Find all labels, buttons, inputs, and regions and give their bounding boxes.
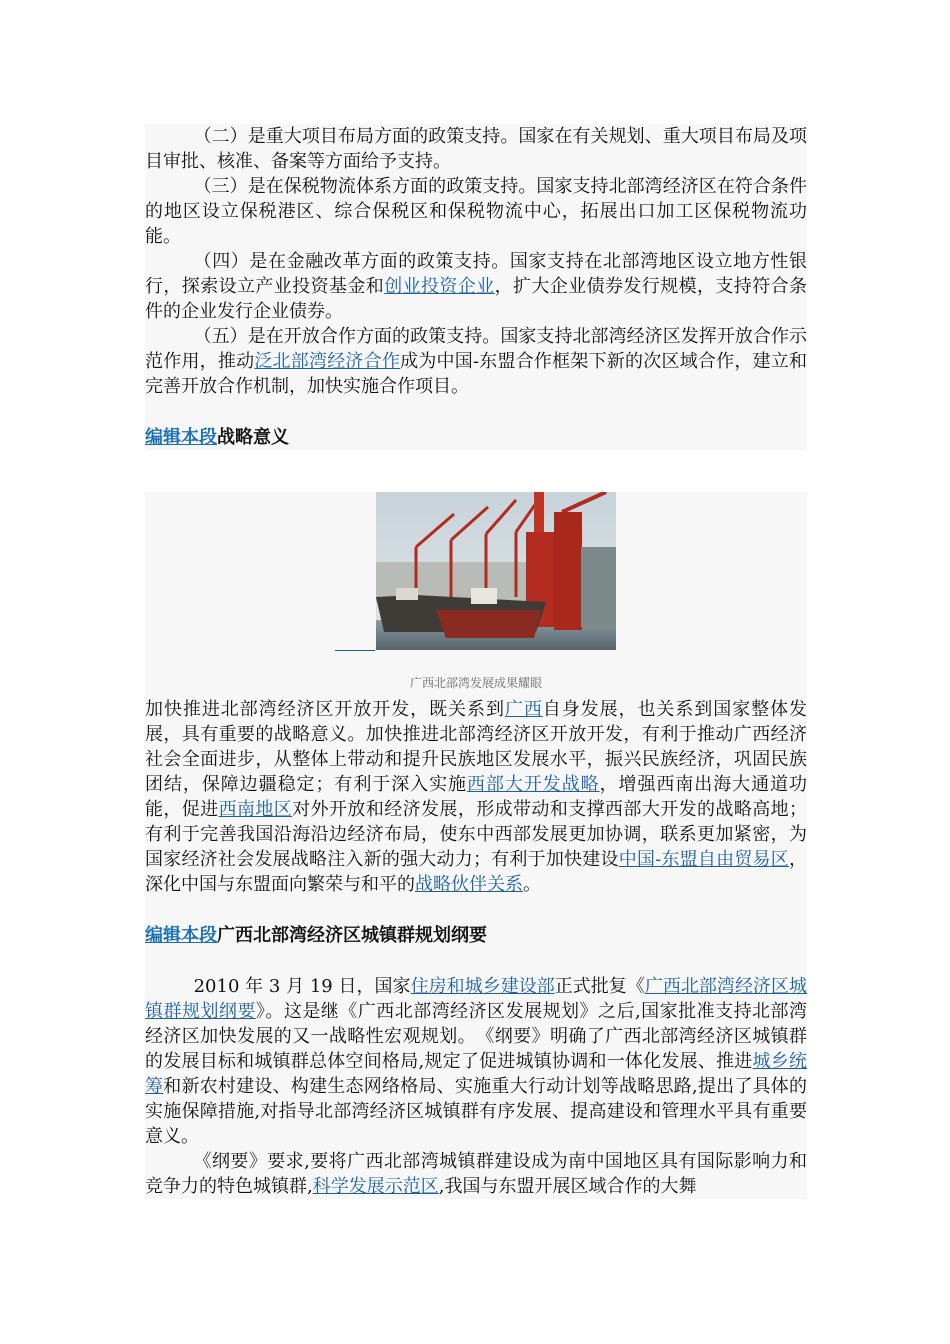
link-pan-beibu-gulf[interactable]: 泛北部湾经济合作 — [254, 351, 401, 372]
spacer — [145, 399, 807, 425]
link-southwest-region[interactable]: 西南地区 — [218, 799, 293, 820]
policy-section — [145, 124, 807, 399]
image-caption: 广西北部湾发展成果耀眼 — [409, 676, 542, 690]
image-link-underline — [335, 650, 375, 651]
strategic-heading — [145, 425, 807, 450]
link-strategic-partnership[interactable]: 战略伙伴关系 — [415, 874, 523, 895]
planning-section — [145, 974, 807, 1199]
planning-heading — [145, 923, 807, 948]
link-guangxi[interactable]: 广西 — [504, 699, 543, 720]
policy-paragraph-5: （五）是在开放合作方面的政策支持。国家支持北部湾经济区发挥开放合作示范作用，推动泛北部湾经济合作成为中国-东盟合作框架下新的次区域合作，建立和完善开放合作机制，加快实施合作项目。 — [145, 326, 808, 397]
spacer — [145, 450, 807, 492]
planning-paragraph-2: 《纲要》要求,要将广西北部湾城镇群建设成为南中国地区具有国际影响力和竞争力的特色城镇群,科学发展示范区,我国与东盟开展区域合作的大舞 — [145, 1151, 807, 1197]
link-urban-rural[interactable]: 城乡统筹 — [145, 1051, 808, 1097]
link-venture-investment[interactable]: 创业投资企业 — [384, 276, 495, 297]
spacer — [145, 948, 807, 974]
strategic-paragraph: 加快推进北部湾经济区开放开发，既关系到广西自身发展，也关系到国家整体发展，具有重要的战略意义。加快推进北部湾经济区开放开发，有利于推动广西经济社会全面进步，从整体上带动和提升民族地区发展水平，振兴民族经济，巩固民族团结，保障边疆稳定；有利于深入实施西部大开发战略，增强西南出海大通道功能，促进西南地区对外开放和经济发展，形成带动和支撑西部大开发的战略高地；有利于完善我国沿海沿边经济布局，使东中西部发展更加协调，联系更加紧密，为国家经济社会发展战略注入新的强大动力；有利于加快建设中国-东盟自由贸易区，深化中国与东盟面向繁荣与和平的战略伙伴关系。 — [145, 699, 808, 895]
section-title: 广西北部湾经济区城镇群规划纲要 — [217, 925, 487, 946]
edit-section-link[interactable]: 编辑本段 — [145, 427, 217, 448]
link-china-asean-fta[interactable]: 中国-东盟自由贸易区 — [618, 849, 789, 870]
strategic-section — [145, 697, 807, 897]
article-content — [145, 124, 807, 1199]
link-planning-outline[interactable]: 广西北部湾经济区城镇群规划纲要 — [145, 976, 808, 1022]
policy-paragraph-2: （二）是重大项目布局方面的政策支持。国家在有关规划、重大项目布局及项目审批、核准、备案等方面给予支持。 — [145, 126, 807, 172]
link-housing-ministry[interactable]: 住房和城乡建设部 — [410, 976, 555, 997]
link-western-development[interactable]: 西部大开发战略 — [467, 774, 600, 795]
link-science-demo-zone[interactable]: 科学发展示范区 — [312, 1176, 439, 1197]
policy-paragraph-4: （四）是在金融改革方面的政策支持。国家支持在北部湾地区设立地方性银行，探索设立产业投资基金和创业投资企业，扩大企业债券发行规模，支持符合条件的企业发行企业债券。 — [145, 251, 808, 322]
edit-section-link[interactable]: 编辑本段 — [145, 925, 217, 946]
spacer — [145, 897, 807, 923]
planning-paragraph-1: 2010 年 3 月 19 日，国家住房和城乡建设部正式批复《广西北部湾经济区城镇群规划纲要》。这是继《广西北部湾经济区发展规划》之后,国家批准支持北部湾经济区加快发展的又一战略性宏观规划。 《纲要》明确了广西北部湾经济区城镇群的发展目标和城镇群总体空间格局,规定了促进城镇协调和一体化发展、推进城乡统筹和新农村建设、构建生态网络格局、实施重大行动计划等战略思路,提出了具体的实施保障措施,对指导北部湾经济区城镇群有序发展、提高建设和管理水平具有重要意义。 — [145, 976, 808, 1147]
section-title: 战略意义 — [217, 427, 289, 448]
port-photo — [376, 492, 616, 650]
policy-paragraph-3: （三）是在保税物流体系方面的政策支持。国家支持北部湾经济区在符合条件的地区设立保税港区、综合保税区和保税物流中心，拓展出口加工区保税物流功能。 — [145, 176, 807, 247]
port-figure — [145, 492, 807, 697]
